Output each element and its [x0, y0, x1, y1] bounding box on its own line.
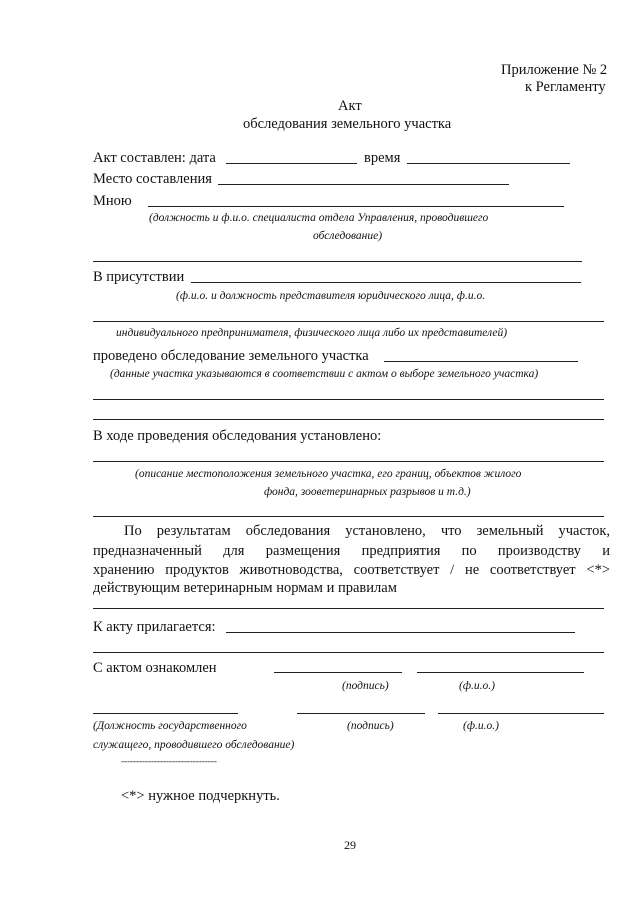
by-me-hint-line2: обследование)	[313, 230, 383, 242]
footnote-separator: --------------------------------	[121, 756, 217, 766]
official-signature-line[interactable]	[297, 713, 425, 714]
survey-hint: (данные участка указываются в соответствии с актом о выборе земельного участка)	[110, 368, 539, 380]
place-field-line[interactable]	[218, 184, 509, 185]
conclusion-line4: действующим ветеринарным нормам и правилам	[93, 580, 397, 596]
official-hint-line2: служащего, проводившего обследование)	[93, 739, 295, 751]
established-field-line[interactable]	[93, 461, 604, 462]
official-position-line[interactable]	[93, 713, 238, 714]
acquainted-fio-line[interactable]	[417, 672, 584, 673]
date-field-line[interactable]	[226, 163, 357, 164]
survey-extra-line-1[interactable]	[93, 399, 604, 400]
conclusion-extra-line[interactable]	[93, 608, 604, 609]
established-hint-line1: (описание местоположения земельного участка, его границ, объектов жилого	[135, 468, 522, 480]
signature-hint: (подпись)	[342, 680, 389, 692]
fio-hint-2: (ф.и.о.)	[463, 720, 499, 732]
survey-field-line[interactable]	[384, 361, 578, 362]
document-title: Акт	[338, 98, 362, 114]
by-me-hint-line1: (должность и ф.и.о. специалиста отдела Управления, проводившего	[149, 212, 489, 224]
page-number: 29	[344, 838, 356, 852]
conclusion-line3: хранению продуктов животноводства, соответствует / не соответствует <*>	[93, 562, 610, 578]
presence-extra-line[interactable]	[93, 321, 604, 322]
survey-done-label: проведено обследование земельного участка	[93, 348, 369, 364]
presence-label: В присутствии	[93, 269, 185, 285]
fio-hint: (ф.и.о.)	[459, 680, 495, 692]
official-hint-line1: (Должность государственного	[93, 720, 247, 732]
by-me-extra-line[interactable]	[93, 261, 582, 262]
attached-label: К акту прилагается:	[93, 619, 216, 635]
footnote-text: <*> нужное подчеркнуть.	[121, 788, 280, 804]
established-label: В ходе проведения обследования установлено:	[93, 428, 382, 444]
appendix-line1: Приложение № 2	[501, 62, 608, 78]
acquainted-signature-line[interactable]	[274, 672, 402, 673]
presence-field-line[interactable]	[191, 282, 581, 283]
place-label: Место составления	[93, 171, 212, 187]
appendix-line2: к Регламенту	[525, 79, 606, 95]
by-me-label: Мною	[93, 193, 132, 209]
time-field-line[interactable]	[407, 163, 570, 164]
official-fio-line[interactable]	[438, 713, 604, 714]
survey-extra-line-2[interactable]	[93, 419, 604, 420]
acquainted-label: С актом ознакомлен	[93, 660, 217, 676]
by-me-field-line[interactable]	[148, 206, 564, 207]
established-hint-line2: фонда, зооветеринарных разрывов и т.д.)	[264, 486, 471, 498]
signature-hint-2: (подпись)	[347, 720, 394, 732]
document-subtitle: обследования земельного участка	[243, 116, 452, 132]
presence-hint-line2: индивидуального предпринимателя, физического лица либо их представителей)	[116, 327, 508, 339]
presence-hint-line1: (ф.и.о. и должность представителя юридического лица, ф.и.о.	[176, 290, 486, 302]
conclusion-line1: По результатам обследования установлено, что земельный участок,	[124, 523, 610, 539]
conclusion-line2: предназначенный для размещения предприятия по производству и	[93, 543, 610, 559]
established-extra-line[interactable]	[93, 516, 604, 517]
compiled-date-label: Акт составлен: дата	[93, 150, 216, 166]
time-label: время	[364, 150, 401, 166]
attached-field-line[interactable]	[226, 632, 575, 633]
attached-extra-line[interactable]	[93, 652, 604, 653]
